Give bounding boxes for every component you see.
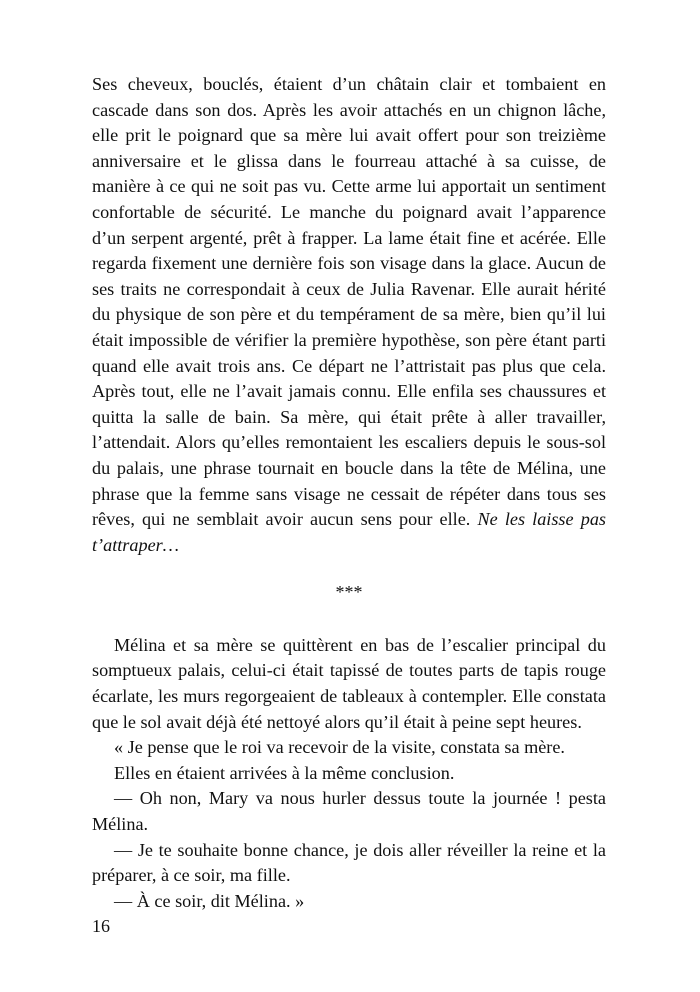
- narration-line: Elles en étaient arrivées à la même conclusion.: [114, 762, 455, 783]
- italic-phrase: Ne les laisse pas t’attraper…: [92, 509, 606, 555]
- dialogue-line: — Oh non, Mary va nous hurler dessus toute la journée ! pesta Mélina.: [92, 788, 606, 835]
- scene-separator: ***: [335, 582, 363, 603]
- opening-paragraph: [92, 72, 606, 558]
- page-body: [92, 72, 606, 914]
- dialogue-line: — À ce soir, dit Mélina. »: [114, 890, 305, 911]
- second-paragraph: Mélina et sa mère se quittèrent en bas de l’escalier principal du somptueux palais, celui-ci était tapissé de toutes parts de tapis rouge écarlate, les murs regorgeaient de tableaux à contempler. Elle constata que le sol avait déjà été nettoyé alors qu’il était à peine sept heures.: [92, 634, 606, 732]
- page-number: 16: [92, 916, 110, 936]
- opening-paragraph-text: Ses cheveux, bouclés, étaient d’un châtain clair et tombaient en cascade dans son dos. Après les avoir attachés en un chignon lâche, elle prit le poignard que sa mère lui avait offert pour son treizième anniversaire et le glissa dans le fourreau attaché à sa cuisse, de manière à ce qui ne soit pas vu. Cette arme lui apportait un sentiment confortable de sécurité. Le manche du poignard avait l’apparence d’un serpent argenté, prêt à frapper. La lame était fine et acérée. Elle regarda fixement une dernière fois son visage dans la glace. Aucun de ses traits ne correspondait à ceux de Julia Ravenar. Elle aurait hérité du physique de son père et du tempérament de sa mère, bien qu’il lui était impossible de vérifier la première hypothèse, son père étant parti quand elle avait trois ans. Ce départ ne l’attristait pas plus que cela. Après tout, elle ne l’avait jamais connu. Elle enfila ses chaussures et quitta la salle de bain. Sa mère, qui était prête à aller travailler, l’attendait. Alors qu’elles remontaient les escaliers depuis le sous-sol du palais, une phrase tournait en boucle dans la tête de Mélina, une phrase que la femme sans visage ne cessait de répéter dans tous ses rêves, qui ne semblait avoir aucun sens pour elle.: [92, 74, 606, 530]
- dialogue-line: « Je pense que le roi va recevoir de la visite, constata sa mère.: [114, 737, 565, 758]
- dialogue-line: — Je te souhaite bonne chance, je dois aller réveiller la reine et la préparer, à ce soir, ma fille.: [92, 839, 606, 886]
